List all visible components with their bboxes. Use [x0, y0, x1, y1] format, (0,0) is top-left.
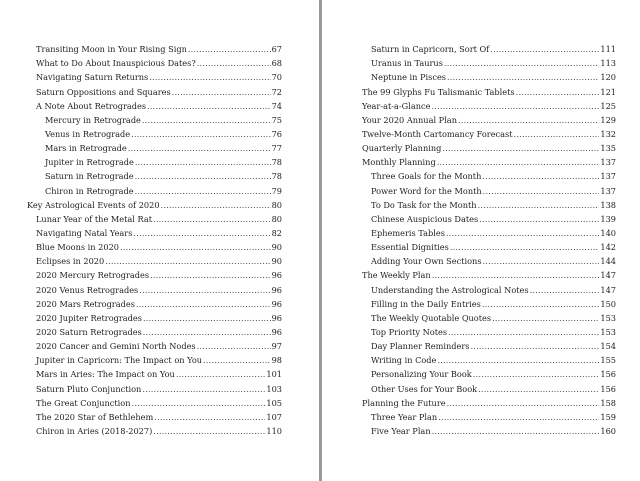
toc-entry-title: Jupiter in Capricorn: The Impact on You: [36, 355, 203, 366]
toc-entry-page-number: 138: [600, 199, 616, 210]
dot-leader: [446, 228, 599, 238]
toc-entry-page-number: 140: [600, 227, 616, 238]
toc-entry-page-number: 158: [600, 397, 616, 408]
dot-leader: [450, 242, 600, 252]
toc-entry[interactable]: [27, 408, 282, 422]
toc-entry-page-number: 103: [266, 383, 282, 394]
toc-entry-page-number: 153: [600, 326, 616, 337]
toc-entry-page-number: 147: [600, 284, 616, 295]
dot-leader: [473, 369, 600, 379]
dot-leader: [135, 186, 271, 196]
toc-entry-title: Chinese Auspicious Dates: [371, 213, 479, 224]
toc-entry[interactable]: [27, 238, 282, 252]
toc-entry-page-number: 137: [600, 185, 616, 196]
dot-leader: [149, 72, 270, 82]
dot-leader: [432, 426, 600, 436]
toc-entry[interactable]: [362, 337, 616, 351]
toc-entry-title: Venus in Retrograde: [45, 128, 131, 139]
toc-entry[interactable]: [362, 252, 616, 266]
toc-entry-title: Your 2020 Annual Plan: [362, 114, 457, 125]
toc-entry-title: 2020 Cancer and Gemini North Nodes: [36, 341, 196, 352]
dot-leader: [438, 412, 599, 422]
toc-entry-title: Essential Dignities: [371, 242, 449, 253]
toc-entry[interactable]: [27, 252, 282, 266]
toc-entry-title: Chiron in Aries (2018-2027): [36, 425, 153, 436]
toc-entry-title: The Weekly Plan: [362, 270, 431, 281]
dot-leader: [135, 171, 271, 181]
toc-entry-page-number: 147: [600, 270, 616, 281]
toc-entry[interactable]: [362, 210, 616, 224]
dot-leader: [478, 200, 600, 210]
dot-leader: [153, 426, 265, 436]
toc-entry[interactable]: [27, 40, 282, 54]
dot-leader: [197, 341, 271, 351]
toc-entry-title: Twelve-Month Cartomancy Forecast: [362, 128, 513, 139]
toc-entry-title: 2020 Mercury Retrogrades: [36, 270, 150, 281]
toc-entry-page-number: 132: [600, 128, 616, 139]
toc-entry[interactable]: [362, 167, 616, 181]
dot-leader: [447, 72, 599, 82]
toc-entry-page-number: 113: [600, 58, 616, 69]
toc-entry-page-number: 80: [271, 213, 282, 224]
toc-entry-title: Blue Moons in 2020: [36, 242, 120, 253]
toc-list-right: [362, 40, 616, 436]
dot-leader: [197, 58, 271, 68]
toc-entry-page-number: 75: [271, 114, 282, 125]
dot-leader: [135, 157, 271, 167]
dot-leader: [516, 87, 600, 97]
dot-leader: [153, 214, 271, 224]
dot-leader: [154, 412, 265, 422]
toc-entry[interactable]: [362, 351, 616, 365]
right-page: [322, 0, 640, 481]
dot-leader: [203, 355, 271, 365]
toc-entry-page-number: 139: [600, 213, 616, 224]
toc-entry-page-number: 80: [271, 199, 282, 210]
toc-entry[interactable]: [27, 54, 282, 68]
toc-entry[interactable]: [27, 379, 282, 393]
left-page: [0, 0, 319, 481]
dot-leader: [142, 115, 271, 125]
toc-entry-page-number: 154: [600, 341, 616, 352]
toc-entry-title: Saturn Pluto Conjunction: [36, 383, 142, 394]
toc-entry-title: What to Do About Inauspicious Dates?: [36, 58, 196, 69]
toc-entry[interactable]: [27, 167, 282, 181]
dot-leader: [188, 44, 271, 54]
dot-leader: [143, 327, 271, 337]
toc-entry-page-number: 135: [600, 143, 616, 154]
toc-entry[interactable]: [27, 153, 282, 167]
dot-leader: [482, 299, 600, 309]
toc-entry-title: A Note About Retrogrades: [36, 100, 147, 111]
dot-leader: [530, 285, 600, 295]
toc-entry[interactable]: [27, 139, 282, 153]
toc-entry-page-number: 90: [271, 242, 282, 253]
dot-leader: [150, 270, 271, 280]
toc-entry-title: Ephemeris Tables: [371, 227, 445, 238]
toc-entry-page-number: 98: [271, 355, 282, 366]
toc-entry-page-number: 111: [600, 44, 616, 55]
toc-entry-page-number: 70: [271, 72, 282, 83]
toc-entry[interactable]: [362, 153, 616, 167]
dot-leader: [447, 398, 600, 408]
dot-leader: [483, 186, 600, 196]
dot-leader: [131, 129, 270, 139]
toc-entry-page-number: 129: [600, 114, 616, 125]
toc-entry-page-number: 150: [600, 298, 616, 309]
toc-entry-title: Mars in Retrograde: [45, 143, 127, 154]
toc-entry-page-number: 72: [271, 86, 282, 97]
toc-entry-page-number: 76: [271, 128, 282, 139]
toc-entry-title: Jupiter in Retrograde: [45, 157, 134, 168]
toc-entry[interactable]: [27, 210, 282, 224]
toc-entry-title: To Do Task for the Month: [371, 199, 477, 210]
toc-entry-page-number: 155: [600, 355, 616, 366]
toc-entry[interactable]: [362, 68, 616, 82]
toc-entry-page-number: 137: [600, 157, 616, 168]
dot-leader: [176, 369, 266, 379]
toc-entry-title: Five Year Plan: [371, 425, 431, 436]
dot-leader: [444, 58, 599, 68]
toc-entry-page-number: 96: [271, 312, 282, 323]
toc-entry[interactable]: [362, 238, 616, 252]
toc-entry[interactable]: [362, 54, 616, 68]
toc-entry-title: Neptune in Pisces: [371, 72, 446, 83]
dot-leader: [431, 101, 599, 111]
toc-entry[interactable]: [27, 280, 282, 294]
toc-entry-page-number: 96: [271, 326, 282, 337]
toc-entry-page-number: 125: [600, 100, 616, 111]
toc-entry[interactable]: [27, 181, 282, 195]
toc-entry-title: Top Priority Notes: [371, 326, 448, 337]
toc-entry-page-number: 120: [600, 72, 616, 83]
toc-entry-title: 2020 Mars Retrogrades: [36, 298, 135, 309]
dot-leader: [139, 285, 270, 295]
toc-entry-page-number: 77: [271, 143, 282, 154]
dot-leader: [147, 101, 271, 111]
toc-entry-title: Transiting Moon in Your Rising Sign: [36, 44, 187, 55]
toc-entry-title: The 2020 Star of Bethlehem: [36, 411, 154, 422]
toc-entry-title: Planning the Future: [362, 397, 446, 408]
dot-leader: [120, 242, 271, 252]
toc-entry[interactable]: [27, 224, 282, 238]
toc-entry-title: Year-at-a-Glance: [362, 100, 431, 111]
toc-entry-title: Three Goals for the Month: [371, 171, 482, 182]
toc-entry[interactable]: [27, 295, 282, 309]
dot-leader: [482, 171, 599, 181]
toc-entry-title: Saturn in Retrograde: [45, 171, 134, 182]
dot-leader: [132, 398, 266, 408]
toc-entry-title: Other Uses for Your Book: [371, 383, 478, 394]
toc-entry-page-number: 78: [271, 157, 282, 168]
toc-entry-page-number: 121: [600, 86, 616, 97]
toc-entry[interactable]: [27, 365, 282, 379]
toc-entry-page-number: 79: [271, 185, 282, 196]
toc-entry-page-number: 90: [271, 256, 282, 267]
toc-entry-page-number: 107: [266, 411, 282, 422]
toc-entry-title: The Weekly Quotable Quotes: [371, 312, 492, 323]
toc-entry-page-number: 156: [600, 369, 616, 380]
toc-entry-title: Monthly Planning: [362, 157, 436, 168]
toc-entry[interactable]: [362, 111, 616, 125]
dot-leader: [483, 256, 600, 266]
toc-entry-title: Key Astrological Events of 2020: [27, 199, 160, 210]
toc-entry[interactable]: [27, 196, 282, 210]
toc-entry-page-number: 96: [271, 298, 282, 309]
toc-entry[interactable]: [27, 351, 282, 365]
toc-entry-page-number: 160: [600, 425, 616, 436]
toc-entry-title: Quarterly Planning: [362, 143, 442, 154]
toc-entry-title: Saturn Oppositions and Squares: [36, 86, 171, 97]
dot-leader: [442, 143, 599, 153]
toc-entry[interactable]: [362, 280, 616, 294]
toc-entry-title: Understanding the Astrological Notes: [371, 284, 529, 295]
toc-entry-title: 2020 Saturn Retrogrades: [36, 326, 142, 337]
toc-entry[interactable]: [362, 266, 616, 280]
toc-entry[interactable]: [362, 323, 616, 337]
toc-entry-title: Saturn in Capricorn, Sort Of: [371, 44, 490, 55]
dot-leader: [133, 228, 270, 238]
toc-entry[interactable]: [27, 422, 282, 436]
toc-entry-title: Adding Your Own Sections: [371, 256, 482, 267]
toc-entry[interactable]: [27, 337, 282, 351]
toc-entry[interactable]: [27, 97, 282, 111]
toc-entry-page-number: 96: [271, 270, 282, 281]
toc-entry-title: Mercury in Retrograde: [45, 114, 141, 125]
toc-entry-title: Uranus in Taurus: [371, 58, 443, 69]
toc-entry[interactable]: [362, 181, 616, 195]
toc-entry[interactable]: [362, 224, 616, 238]
dot-leader: [490, 44, 599, 54]
toc-entry-title: Mars in Aries: The Impact on You: [36, 369, 175, 380]
dot-leader: [432, 270, 600, 280]
toc-entry[interactable]: [27, 111, 282, 125]
dot-leader: [105, 256, 270, 266]
toc-entry-title: The Great Conjunction: [36, 397, 131, 408]
toc-entry[interactable]: [27, 125, 282, 139]
toc-entry-page-number: 97: [271, 341, 282, 352]
toc-entry[interactable]: [362, 394, 616, 408]
toc-entry-page-number: 74: [271, 100, 282, 111]
toc-entry[interactable]: [27, 266, 282, 280]
toc-entry[interactable]: [362, 139, 616, 153]
dot-leader: [492, 313, 599, 323]
toc-entry-title: Writing in Code: [371, 355, 437, 366]
toc-entry[interactable]: [362, 379, 616, 393]
toc-entry-page-number: 142: [600, 242, 616, 253]
toc-entry[interactable]: [362, 422, 616, 436]
toc-entry[interactable]: [362, 40, 616, 54]
dot-leader: [172, 87, 271, 97]
toc-entry-page-number: 144: [600, 256, 616, 267]
toc-entry[interactable]: [362, 295, 616, 309]
toc-entry-page-number: 153: [600, 312, 616, 323]
toc-entry[interactable]: [362, 125, 616, 139]
toc-entry-page-number: 96: [271, 284, 282, 295]
toc-entry-page-number: 67: [271, 44, 282, 55]
dot-leader: [448, 327, 599, 337]
toc-entry-title: Navigating Natal Years: [36, 227, 133, 238]
dot-leader: [437, 355, 599, 365]
toc-entry-title: The 99 Glyphs Fu Talismanic Tablets: [362, 86, 515, 97]
toc-entry-page-number: 82: [271, 227, 282, 238]
toc-entry-title: Chiron in Retrograde: [45, 185, 134, 196]
toc-entry[interactable]: [27, 394, 282, 408]
dot-leader: [142, 384, 265, 394]
toc-entry-page-number: 156: [600, 383, 616, 394]
dot-leader: [161, 200, 271, 210]
toc-entry[interactable]: [362, 196, 616, 210]
toc-entry[interactable]: [27, 309, 282, 323]
dot-leader: [478, 384, 599, 394]
toc-entry-title: Lunar Year of the Metal Rat: [36, 213, 153, 224]
toc-entry-page-number: 68: [271, 58, 282, 69]
toc-entry-title: Filling in the Daily Entries: [371, 298, 481, 309]
dot-leader: [470, 341, 599, 351]
toc-entry[interactable]: [362, 82, 616, 96]
toc-entry[interactable]: [362, 309, 616, 323]
toc-entry[interactable]: [27, 323, 282, 337]
toc-entry-title: Day Planner Reminders: [371, 341, 470, 352]
toc-entry[interactable]: [362, 408, 616, 422]
toc-entry-page-number: 101: [266, 369, 282, 380]
toc-entry-title: Eclipses in 2020: [36, 256, 105, 267]
toc-entry[interactable]: [27, 82, 282, 96]
toc-entry-title: Personalizing Your Book: [371, 369, 472, 380]
toc-entry-page-number: 159: [600, 411, 616, 422]
dot-leader: [128, 143, 271, 153]
toc-list-left: [27, 40, 282, 436]
dot-leader: [437, 157, 600, 167]
dot-leader: [143, 313, 271, 323]
toc-entry-page-number: 110: [266, 425, 282, 436]
toc-entry-page-number: 137: [600, 171, 616, 182]
toc-entry-title: Power Word for the Month: [371, 185, 482, 196]
dot-leader: [479, 214, 599, 224]
toc-entry-page-number: 78: [271, 171, 282, 182]
toc-entry-page-number: 105: [266, 397, 282, 408]
toc-entry-title: Three Year Plan: [371, 411, 438, 422]
dot-leader: [514, 129, 600, 139]
toc-entry-title: 2020 Venus Retrogrades: [36, 284, 139, 295]
toc-entry-title: Navigating Saturn Returns: [36, 72, 149, 83]
toc-entry-title: 2020 Jupiter Retrogrades: [36, 312, 142, 323]
toc-entry[interactable]: [362, 97, 616, 111]
toc-entry[interactable]: [27, 68, 282, 82]
dot-leader: [136, 299, 271, 309]
dot-leader: [458, 115, 599, 125]
toc-entry[interactable]: [362, 365, 616, 379]
